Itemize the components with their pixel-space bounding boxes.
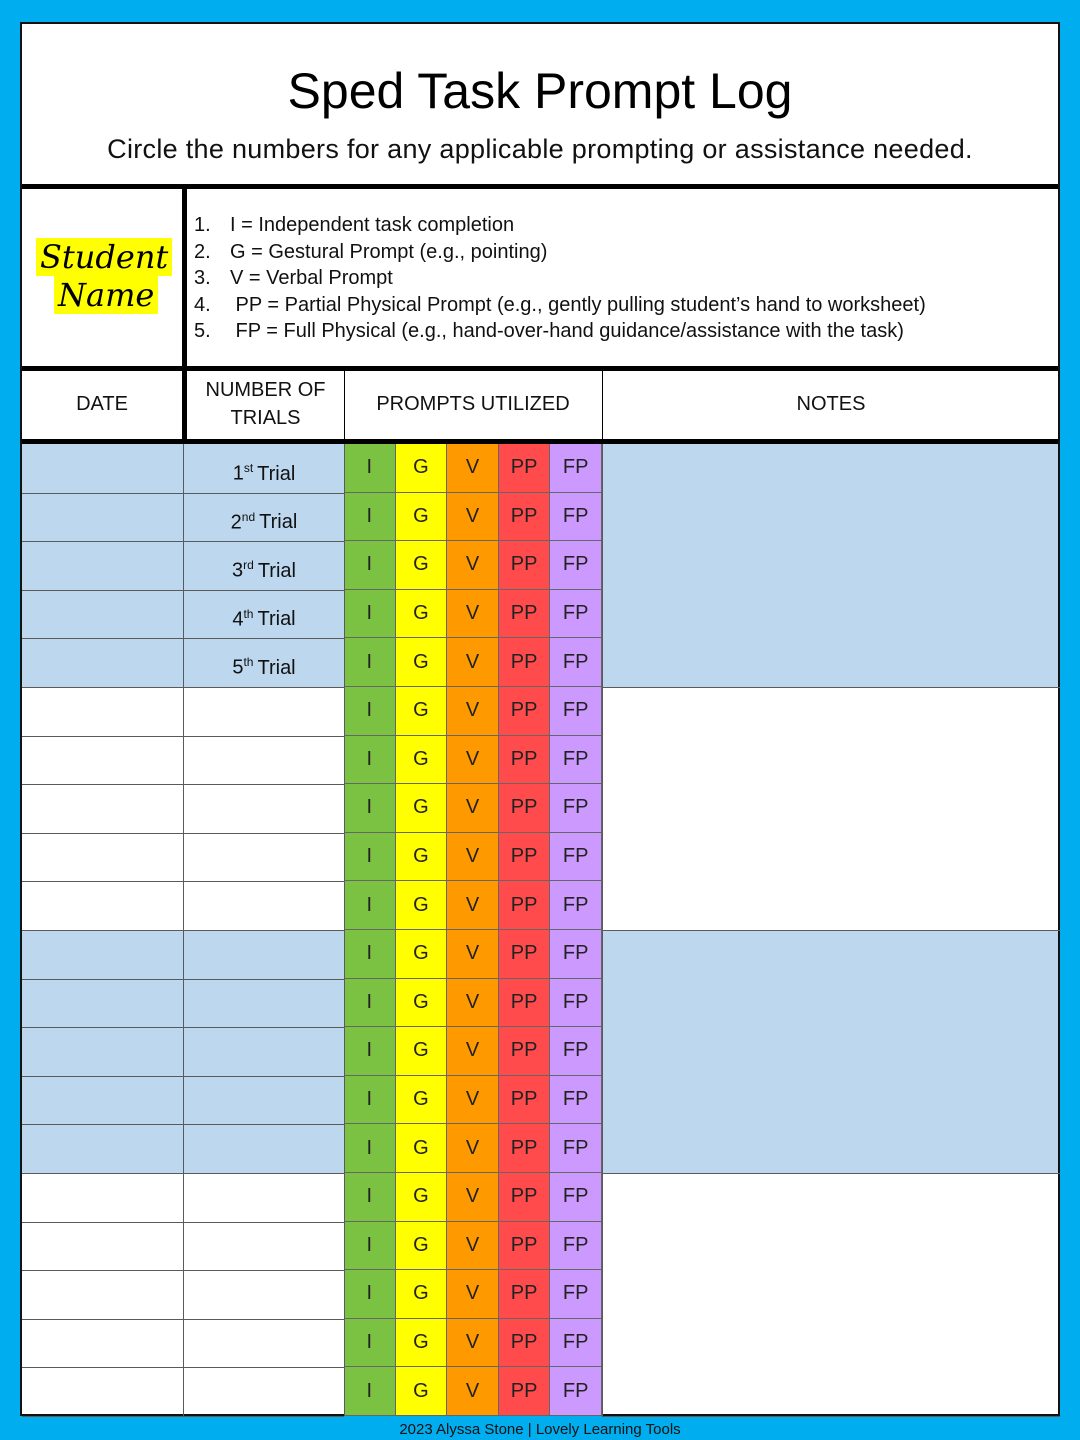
prompt-option-v[interactable]: V: [447, 1027, 499, 1076]
copyright-footer: 2023 Alyssa Stone | Lovely Learning Tools: [399, 1421, 681, 1438]
date-cell[interactable]: [22, 784, 182, 833]
date-cell[interactable]: [22, 979, 182, 1028]
column-header-prompts: PROMPTS UTILIZED: [376, 393, 570, 415]
prompt-option-g[interactable]: G: [396, 979, 448, 1028]
prompt-option-i[interactable]: I: [344, 1076, 396, 1125]
prompt-option-v[interactable]: V: [447, 1319, 499, 1368]
prompt-option-pp[interactable]: PP: [499, 979, 551, 1028]
trials-cell[interactable]: [184, 1027, 344, 1076]
legend-item: 1. I = Independent task completion: [194, 214, 515, 236]
date-cell[interactable]: [22, 833, 182, 882]
notes-cell[interactable]: [602, 590, 1060, 639]
trial-number: 4: [232, 608, 244, 631]
prompt-option-pp[interactable]: PP: [499, 881, 551, 930]
legend-item: 2. G = Gestural Prompt (e.g., pointing): [194, 240, 548, 263]
notes-cell[interactable]: [602, 541, 1060, 590]
prompt-option-i[interactable]: I: [344, 541, 396, 590]
prompt-option-pp[interactable]: PP: [499, 833, 551, 882]
trials-cell[interactable]: [184, 541, 344, 590]
prompt-option-g[interactable]: G: [396, 1124, 448, 1173]
trials-cell[interactable]: [184, 881, 344, 930]
notes-cell[interactable]: [602, 930, 1060, 979]
prompt-option-i[interactable]: I: [344, 590, 396, 639]
trials-cell[interactable]: [184, 493, 344, 542]
date-cell[interactable]: [22, 1319, 182, 1368]
notes-cell[interactable]: [602, 1270, 1060, 1319]
prompt-option-i[interactable]: I: [344, 1367, 396, 1416]
date-cell[interactable]: [22, 541, 182, 590]
trial-number: 1: [232, 462, 244, 485]
header: [22, 24, 1058, 186]
date-cell[interactable]: [22, 1027, 182, 1076]
trials-cell[interactable]: [184, 736, 344, 785]
trials-cell[interactable]: [184, 1076, 344, 1125]
student-label-line1: Student: [36, 238, 172, 276]
notes-cell[interactable]: [602, 1076, 1060, 1125]
column-divider: [344, 444, 345, 1416]
prompt-option-g[interactable]: G: [396, 493, 448, 542]
prompt-option-v[interactable]: V: [447, 1270, 499, 1319]
trial-ordinal-suffix: th: [243, 606, 254, 621]
prompt-option-v[interactable]: V: [447, 784, 499, 833]
date-cell[interactable]: [22, 881, 182, 930]
notes-cell[interactable]: [602, 881, 1060, 930]
prompt-option-g[interactable]: G: [396, 881, 448, 930]
row-divider: [22, 1416, 344, 1417]
trial-number: 3: [232, 559, 244, 582]
trials-cell[interactable]: [184, 638, 344, 687]
prompt-option-i[interactable]: I: [344, 1173, 396, 1222]
notes-cell[interactable]: [602, 833, 1060, 882]
prompt-option-v[interactable]: V: [447, 736, 499, 785]
prompt-option-v[interactable]: V: [447, 930, 499, 979]
notes-cell[interactable]: [602, 493, 1060, 542]
date-cell[interactable]: [22, 1367, 182, 1416]
header-divider: [22, 184, 1058, 189]
legend-item: 4. PP = Partial Physical Prompt (e.g., gently pulling student’s hand to worksheet): [194, 293, 926, 316]
prompt-option-v[interactable]: V: [447, 493, 499, 542]
trials-cell[interactable]: [184, 1270, 344, 1319]
trials-cell[interactable]: [184, 444, 344, 493]
prompt-option-fp[interactable]: FP: [550, 1222, 602, 1271]
prompt-option-fp[interactable]: FP: [550, 881, 602, 930]
prompt-option-g[interactable]: G: [396, 1367, 448, 1416]
prompt-option-pp[interactable]: PP: [499, 1270, 551, 1319]
prompt-option-i[interactable]: I: [344, 736, 396, 785]
prompt-option-fp[interactable]: FP: [550, 638, 602, 687]
prompt-option-pp[interactable]: PP: [499, 1367, 551, 1416]
prompt-option-v[interactable]: V: [447, 1222, 499, 1271]
prompt-option-i[interactable]: I: [344, 881, 396, 930]
prompt-option-v[interactable]: V: [447, 590, 499, 639]
notes-cell[interactable]: [602, 1124, 1060, 1173]
prompt-option-g[interactable]: G: [396, 687, 448, 736]
prompt-option-fp[interactable]: FP: [550, 736, 602, 785]
prompt-option-g[interactable]: G: [396, 638, 448, 687]
prompt-option-pp[interactable]: PP: [499, 736, 551, 785]
date-cell[interactable]: [22, 1270, 182, 1319]
date-cell[interactable]: [22, 1124, 182, 1173]
column-divider: [183, 444, 184, 1416]
prompt-option-pp[interactable]: PP: [499, 1173, 551, 1222]
prompt-option-pp[interactable]: PP: [499, 1319, 551, 1368]
prompt-option-i[interactable]: I: [344, 687, 396, 736]
prompt-option-pp[interactable]: PP: [499, 1027, 551, 1076]
trials-cell[interactable]: [184, 687, 344, 736]
prompt-legend: [194, 212, 926, 345]
prompt-option-i[interactable]: I: [344, 1027, 396, 1076]
notes-cell[interactable]: [602, 1027, 1060, 1076]
notes-cell[interactable]: [602, 1222, 1060, 1271]
prompt-option-v[interactable]: V: [447, 881, 499, 930]
trial-ordinal-suffix: rd: [243, 558, 254, 573]
prompt-option-pp[interactable]: PP: [499, 930, 551, 979]
trials-cell[interactable]: [184, 930, 344, 979]
prompt-option-g[interactable]: G: [396, 1222, 448, 1271]
notes-cell[interactable]: [602, 1173, 1060, 1222]
prompt-option-g[interactable]: G: [396, 541, 448, 590]
prompt-option-v[interactable]: V: [447, 444, 499, 493]
prompt-option-i[interactable]: I: [344, 979, 396, 1028]
prompt-option-fp[interactable]: FP: [550, 930, 602, 979]
prompt-option-v[interactable]: V: [447, 833, 499, 882]
prompt-option-g[interactable]: G: [396, 1319, 448, 1368]
notes-cell[interactable]: [602, 1319, 1060, 1368]
trials-cell[interactable]: [184, 590, 344, 639]
prompt-option-fp[interactable]: FP: [550, 1173, 602, 1222]
trials-cell[interactable]: [184, 1124, 344, 1173]
prompt-option-fp[interactable]: FP: [550, 1076, 602, 1125]
column-header-notes: NOTES: [796, 393, 866, 415]
legend-item: 5. FP = Full Physical (e.g., hand-over-hand guidance/assistance with the task): [194, 320, 904, 342]
prompt-option-fp[interactable]: FP: [550, 784, 602, 833]
trials-cell[interactable]: [184, 1319, 344, 1368]
prompt-option-i[interactable]: I: [344, 1319, 396, 1368]
notes-cell[interactable]: [602, 736, 1060, 785]
page-subtitle: Circle the numbers for any applicable prompting or assistance needed.: [107, 134, 973, 164]
notes-group-divider: [602, 1416, 1060, 1417]
prompt-option-fp[interactable]: FP: [550, 1124, 602, 1173]
prompt-option-v[interactable]: V: [447, 638, 499, 687]
prompt-option-v[interactable]: V: [447, 1076, 499, 1125]
prompt-option-pp[interactable]: PP: [499, 590, 551, 639]
prompt-option-g[interactable]: G: [396, 833, 448, 882]
prompt-option-v[interactable]: V: [447, 1367, 499, 1416]
notes-cell[interactable]: [602, 979, 1060, 1028]
notes-cell[interactable]: [602, 784, 1060, 833]
prompt-option-i[interactable]: I: [344, 833, 396, 882]
trial-ordinal-suffix: nd: [241, 509, 256, 524]
student-label-line2: Name: [54, 276, 158, 314]
column-header-date: DATE: [76, 393, 128, 415]
prompt-option-g[interactable]: G: [396, 1173, 448, 1222]
trial-number: 2: [230, 511, 242, 534]
trial-word: Trial: [257, 462, 296, 485]
trials-cell[interactable]: [184, 1222, 344, 1271]
date-cell[interactable]: [22, 1222, 182, 1271]
date-cell[interactable]: [22, 1076, 182, 1125]
prompt-option-i[interactable]: I: [344, 1222, 396, 1271]
prompt-option-pp[interactable]: PP: [499, 444, 551, 493]
trial-word: Trial: [259, 511, 298, 534]
prompt-option-g[interactable]: G: [396, 736, 448, 785]
trials-cell[interactable]: [184, 1173, 344, 1222]
prompt-log-sheet: [20, 22, 1060, 1416]
date-cell[interactable]: [22, 930, 182, 979]
notes-cell[interactable]: [602, 1367, 1060, 1416]
prompt-option-g[interactable]: G: [396, 1270, 448, 1319]
date-cell[interactable]: [22, 493, 182, 542]
prompt-option-g[interactable]: G: [396, 590, 448, 639]
prompt-option-v[interactable]: V: [447, 1124, 499, 1173]
prompt-option-i[interactable]: I: [344, 1270, 396, 1319]
prompt-option-g[interactable]: G: [396, 1027, 448, 1076]
date-cell[interactable]: [22, 1173, 182, 1222]
prompt-option-fp[interactable]: FP: [550, 444, 602, 493]
date-cell[interactable]: [22, 638, 182, 687]
trial-word: Trial: [257, 657, 296, 680]
prompt-option-fp[interactable]: FP: [550, 1027, 602, 1076]
prompt-option-g[interactable]: G: [396, 930, 448, 979]
prompt-option-i[interactable]: I: [344, 784, 396, 833]
trials-cell[interactable]: [184, 784, 344, 833]
prompt-option-pp[interactable]: PP: [499, 493, 551, 542]
prompt-option-fp[interactable]: FP: [550, 687, 602, 736]
prompt-option-fp[interactable]: FP: [550, 493, 602, 542]
prompt-option-fp[interactable]: FP: [550, 1319, 602, 1368]
header-col-line: [344, 369, 345, 442]
date-cell[interactable]: [22, 736, 182, 785]
prompt-option-fp[interactable]: FP: [550, 1270, 602, 1319]
prompt-option-v[interactable]: V: [447, 979, 499, 1028]
trial-word: Trial: [257, 559, 296, 582]
prompt-option-g[interactable]: G: [396, 444, 448, 493]
column-header-trials: NUMBER OF TRIALS: [205, 379, 326, 429]
column-divider: [602, 444, 603, 1416]
notes-cell[interactable]: [602, 638, 1060, 687]
prompt-option-i[interactable]: I: [344, 493, 396, 542]
trial-number: 5: [232, 657, 244, 680]
notes-cell[interactable]: [602, 687, 1060, 736]
prompt-option-i[interactable]: I: [344, 1124, 396, 1173]
prompt-option-v[interactable]: V: [447, 1173, 499, 1222]
prompt-option-i[interactable]: I: [344, 930, 396, 979]
header-col-line: [602, 369, 603, 442]
prompt-option-fp[interactable]: FP: [550, 833, 602, 882]
prompt-option-v[interactable]: V: [447, 541, 499, 590]
prompt-option-pp[interactable]: PP: [499, 784, 551, 833]
date-cell[interactable]: [22, 687, 182, 736]
prompt-option-v[interactable]: V: [447, 687, 499, 736]
trials-cell[interactable]: [184, 1367, 344, 1416]
trials-cell[interactable]: [184, 833, 344, 882]
trial-ordinal-suffix: th: [243, 655, 254, 670]
prompt-option-g[interactable]: G: [396, 1076, 448, 1125]
legend-item: 3. V = Verbal Prompt: [194, 267, 393, 289]
prompt-option-fp[interactable]: FP: [550, 1367, 602, 1416]
page-title: Sped Task Prompt Log: [287, 63, 793, 119]
prompt-option-pp[interactable]: PP: [499, 687, 551, 736]
student-name-box[interactable]: [22, 190, 182, 368]
prompt-option-i[interactable]: I: [344, 638, 396, 687]
prompt-option-g[interactable]: G: [396, 784, 448, 833]
prompt-option-pp[interactable]: PP: [499, 638, 551, 687]
notes-cell[interactable]: [602, 444, 1060, 493]
prompt-option-fp[interactable]: FP: [550, 590, 602, 639]
prompt-option-pp[interactable]: PP: [499, 541, 551, 590]
prompt-option-pp[interactable]: PP: [499, 1222, 551, 1271]
trial-word: Trial: [257, 608, 296, 631]
prompt-option-pp[interactable]: PP: [499, 1124, 551, 1173]
date-cell[interactable]: [22, 444, 182, 493]
trial-ordinal-suffix: st: [243, 461, 254, 475]
trials-cell[interactable]: [184, 979, 344, 1028]
prompt-option-fp[interactable]: FP: [550, 541, 602, 590]
prompt-option-pp[interactable]: PP: [499, 1076, 551, 1125]
prompt-option-fp[interactable]: FP: [550, 979, 602, 1028]
date-cell[interactable]: [22, 590, 182, 639]
prompt-option-i[interactable]: I: [344, 444, 396, 493]
